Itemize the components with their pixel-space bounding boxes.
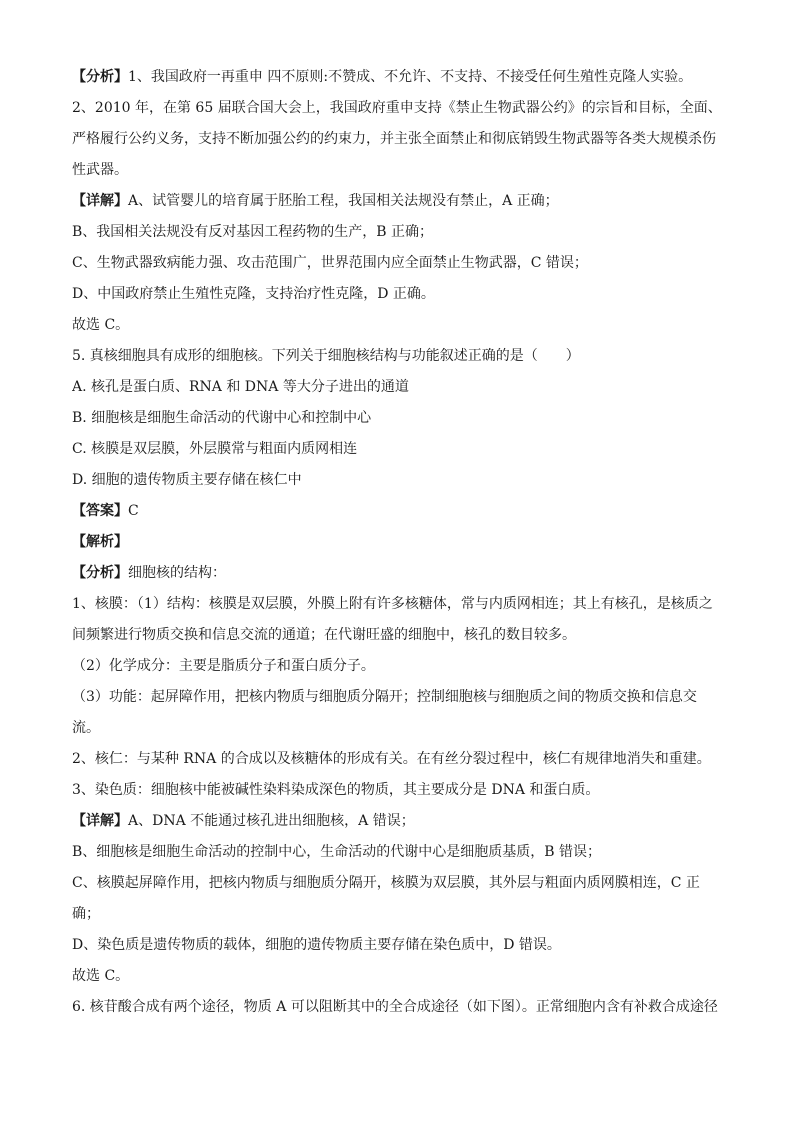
text-line <box>72 837 724 868</box>
line-text: （2）化学成分：主要是脂质分子和蛋白质分子。 <box>72 658 375 674</box>
text-line <box>72 93 724 124</box>
line-text: （3）功能：起屏障作用，把核内物质与细胞质分隔开；控制细胞核与细胞质之间的物质交换和信息交 <box>72 689 697 705</box>
option-a <box>72 372 724 403</box>
line-text: 流。 <box>72 720 100 736</box>
text-line <box>72 124 724 155</box>
text-line <box>72 682 724 713</box>
line-text: C <box>128 503 139 519</box>
line-text: 1、我国政府一再重申 四不原则:不赞成、不允许、不支持、不接受任何生殖性克隆人实验。 <box>128 69 693 85</box>
document-page <box>72 62 724 1023</box>
line-text: A、DNA 不能通过核孔进出细胞核，A 错误； <box>128 813 415 829</box>
section-tag: 【详解】 <box>72 813 128 829</box>
section-tag: 【解析】 <box>72 534 128 550</box>
line-text: A、试管婴儿的培育属于胚胎工程，我国相关法规没有禁止，A 正确； <box>128 193 559 209</box>
line-text: D. 细胞的遗传物质主要存储在核仁中 <box>72 472 302 488</box>
line-text: 2、2010 年，在第 65 届联合国大会上，我国政府重申支持《禁止生物武器公约》的宗旨和目标，全面、 <box>72 100 722 116</box>
line-text: B. 细胞核是细胞生命活动的代谢中心和控制中心 <box>72 410 372 426</box>
line-text: C、核膜起屏障作用，把核内物质与细胞质分隔开，核膜为双层膜，其外层与粗面内质网膜相连，C 正 <box>72 875 700 891</box>
line-text: B、细胞核是细胞生命活动的控制中心，生命活动的代谢中心是细胞质基质，B 错误； <box>72 844 602 860</box>
text-line <box>72 620 724 651</box>
text-line <box>72 62 724 93</box>
section-tag: 【详解】 <box>72 193 128 209</box>
analysis-heading <box>72 527 724 558</box>
line-text: 细胞核的结构： <box>128 565 226 581</box>
line-text: 6. 核苷酸合成有两个途径，物质 A 可以阻断其中的全合成途径（如下图）。正常细胞内含有补救合成途径 <box>72 999 718 1015</box>
line-text: C、生物武器致病能力强、攻击范围广，世界范围内应全面禁止生物武器，C 错误； <box>72 255 588 271</box>
line-text: A. 核孔是蛋白质、RNA 和 DNA 等大分子进出的通道 <box>72 379 409 395</box>
text-line <box>72 775 724 806</box>
text-line <box>72 961 724 992</box>
line-text: C. 核膜是双层膜，外层膜常与粗面内质网相连 <box>72 441 358 457</box>
line-text: 确； <box>72 906 100 922</box>
answer-line <box>72 496 724 527</box>
question-stem <box>72 992 724 1023</box>
line-text: 故选 C。 <box>72 317 130 333</box>
text-line <box>72 279 724 310</box>
text-line <box>72 930 724 961</box>
text-line <box>72 806 724 837</box>
text-line <box>72 186 724 217</box>
text-line <box>72 744 724 775</box>
line-text: D、染色质是遗传物质的载体，细胞的遗传物质主要存储在染色质中，D 错误。 <box>72 937 561 953</box>
line-text: B、我国相关法规没有反对基因工程药物的生产，B 正确； <box>72 224 434 240</box>
line-text: D、中国政府禁止生殖性克隆，支持治疗性克隆，D 正确。 <box>72 286 435 302</box>
section-tag: 【分析】 <box>72 69 128 85</box>
text-line <box>72 558 724 589</box>
line-text: 1、核膜：（1）结构：核膜是双层膜，外膜上附有许多核糖体，常与内质网相连；其上有核孔，是核质之 <box>72 596 713 612</box>
text-line <box>72 310 724 341</box>
text-line <box>72 868 724 899</box>
question-stem <box>72 341 724 372</box>
option-d <box>72 465 724 496</box>
option-b <box>72 403 724 434</box>
line-text: 2、核仁：与某种 RNA 的合成以及核糖体的形成有关。在有丝分裂过程中，核仁有规律地消失和重建。 <box>72 751 711 767</box>
line-text: 故选 C。 <box>72 968 130 984</box>
text-line <box>72 713 724 744</box>
line-text: 间频繁进行物质交换和信息交流的通道；在代谢旺盛的细胞中，核孔的数目较多。 <box>72 627 576 643</box>
text-line <box>72 899 724 930</box>
text-line <box>72 248 724 279</box>
line-text: 严格履行公约义务，支持不断加强公约的约束力，并主张全面禁止和彻底销毁生物武器等各类大规模杀伤 <box>72 131 716 147</box>
line-text: 5. 真核细胞具有成形的细胞核。下列关于细胞核结构与功能叙述正确的是（ ） <box>72 348 580 364</box>
text-line <box>72 217 724 248</box>
section-tag: 【答案】 <box>72 503 128 519</box>
line-text: 3、染色质：细胞核中能被碱性染料染成深色的物质，其主要成分是 DNA 和蛋白质。 <box>72 782 600 798</box>
text-line <box>72 589 724 620</box>
text-line <box>72 155 724 186</box>
section-tag: 【分析】 <box>72 565 128 581</box>
line-text: 性武器。 <box>72 162 128 178</box>
option-c <box>72 434 724 465</box>
text-line <box>72 651 724 682</box>
